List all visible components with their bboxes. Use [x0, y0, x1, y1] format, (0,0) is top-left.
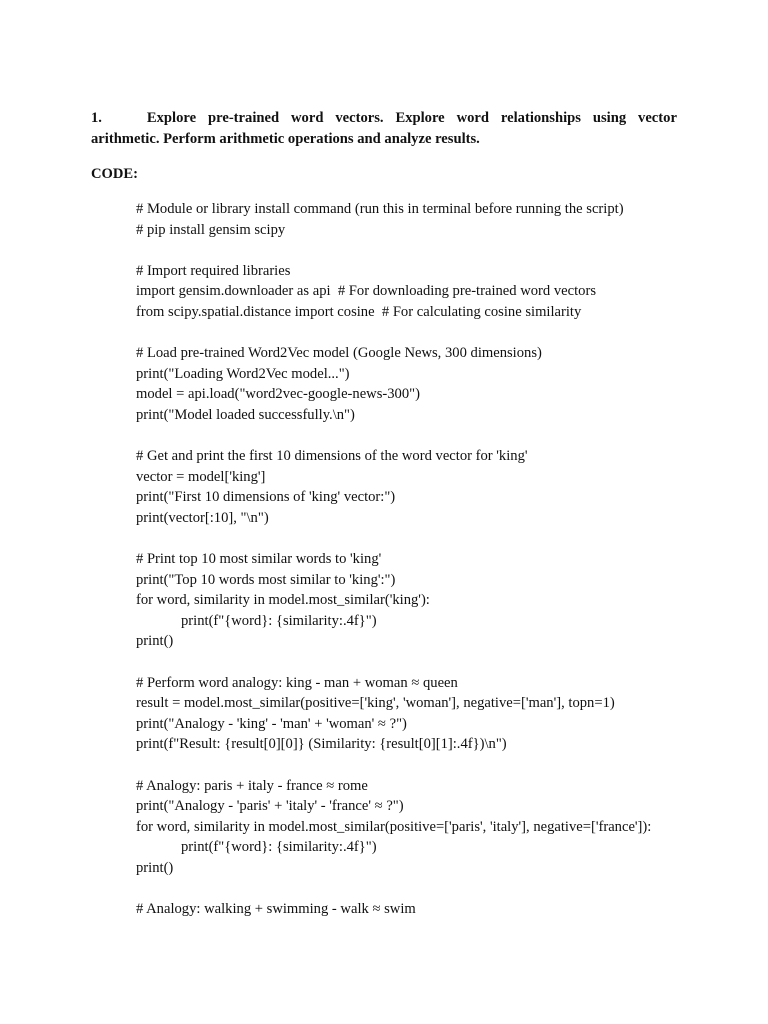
- heading-line-2: arithmetic. Perform arithmetic operations and analyze results.: [91, 130, 480, 147]
- code-blank-line: [136, 755, 736, 776]
- code-line: vector = model['king']: [136, 468, 266, 485]
- code-blank-line: [136, 879, 736, 900]
- heading-word: using: [592, 110, 627, 126]
- code-line: print("Top 10 words most similar to 'king':"): [136, 571, 396, 588]
- code-block: [136, 199, 736, 920]
- code-line: from scipy.spatial.distance import cosine # For calculating cosine similarity: [136, 303, 582, 320]
- heading-word: relationships: [500, 110, 581, 126]
- code-line: print("Loading Word2Vec model..."): [136, 365, 350, 382]
- code-line: # Analogy: walking + swimming - walk ≈ swim: [136, 901, 416, 918]
- code-line: # Perform word analogy: king - man + woman ≈ queen: [136, 674, 458, 691]
- code-label: CODE:: [91, 166, 139, 182]
- code-line: print("Analogy - 'paris' + 'italy' - 'france' ≈ ?"): [136, 798, 404, 815]
- section-heading: [91, 108, 677, 149]
- code-line: # Import required libraries: [136, 262, 291, 279]
- code-line: result = model.most_similar(positive=['king', 'woman'], negative=['man'], topn=1): [136, 695, 615, 712]
- code-line: # Module or library install command (run this in terminal before running the script): [136, 201, 624, 217]
- code-blank-line: [136, 529, 736, 550]
- code-line: print("First 10 dimensions of 'king' vector:"): [136, 489, 396, 506]
- code-line: # Analogy: paris + italy - france ≈ rome: [136, 777, 368, 794]
- code-line: print(f"{word}: {similarity:.4f}"): [181, 612, 377, 629]
- heading-word: vector: [638, 110, 677, 126]
- code-line: print("Model loaded successfully.\n"): [136, 406, 355, 423]
- code-blank-line: [136, 323, 736, 344]
- code-line: # pip install gensim scipy: [136, 221, 286, 238]
- heading-word: vectors.: [335, 110, 384, 126]
- heading-word: Explore: [395, 110, 445, 126]
- code-line: print(): [136, 860, 174, 876]
- heading-number: 1.: [91, 110, 102, 126]
- code-line: print(vector[:10], "\n"): [136, 509, 269, 526]
- heading-line-1: [91, 108, 677, 129]
- heading-word: Explore: [146, 110, 197, 126]
- heading-word: word: [291, 110, 324, 126]
- code-line: for word, similarity in model.most_similar('king'):: [136, 592, 430, 609]
- code-line: import gensim.downloader as api # For downloading pre-trained word vectors: [136, 283, 597, 300]
- code-line: print(f"Result: {result[0][0]} (Similarity: {result[0][1]:.4f})\n"): [136, 736, 507, 753]
- code-blank-line: [136, 652, 736, 673]
- code-line: # Print top 10 most similar words to 'king': [136, 551, 382, 568]
- code-line: # Load pre-trained Word2Vec model (Google News, 300 dimensions): [136, 345, 542, 362]
- code-line: print(f"{word}: {similarity:.4f}"): [181, 839, 377, 856]
- code-line: # Get and print the first 10 dimensions of the word vector for 'king': [136, 448, 528, 465]
- code-blank-line: [136, 426, 736, 447]
- code-line: print(): [136, 633, 174, 650]
- heading-word: pre-trained: [208, 110, 280, 126]
- heading-word: word: [456, 110, 490, 126]
- code-line: model = api.load("word2vec-google-news-300"): [136, 386, 420, 403]
- code-blank-line: [136, 240, 736, 261]
- code-line: print("Analogy - 'king' - 'man' + 'woman' ≈ ?"): [136, 715, 407, 732]
- code-line: for word, similarity in model.most_similar(positive=['paris', 'italy'], negative=['france']):: [136, 818, 652, 835]
